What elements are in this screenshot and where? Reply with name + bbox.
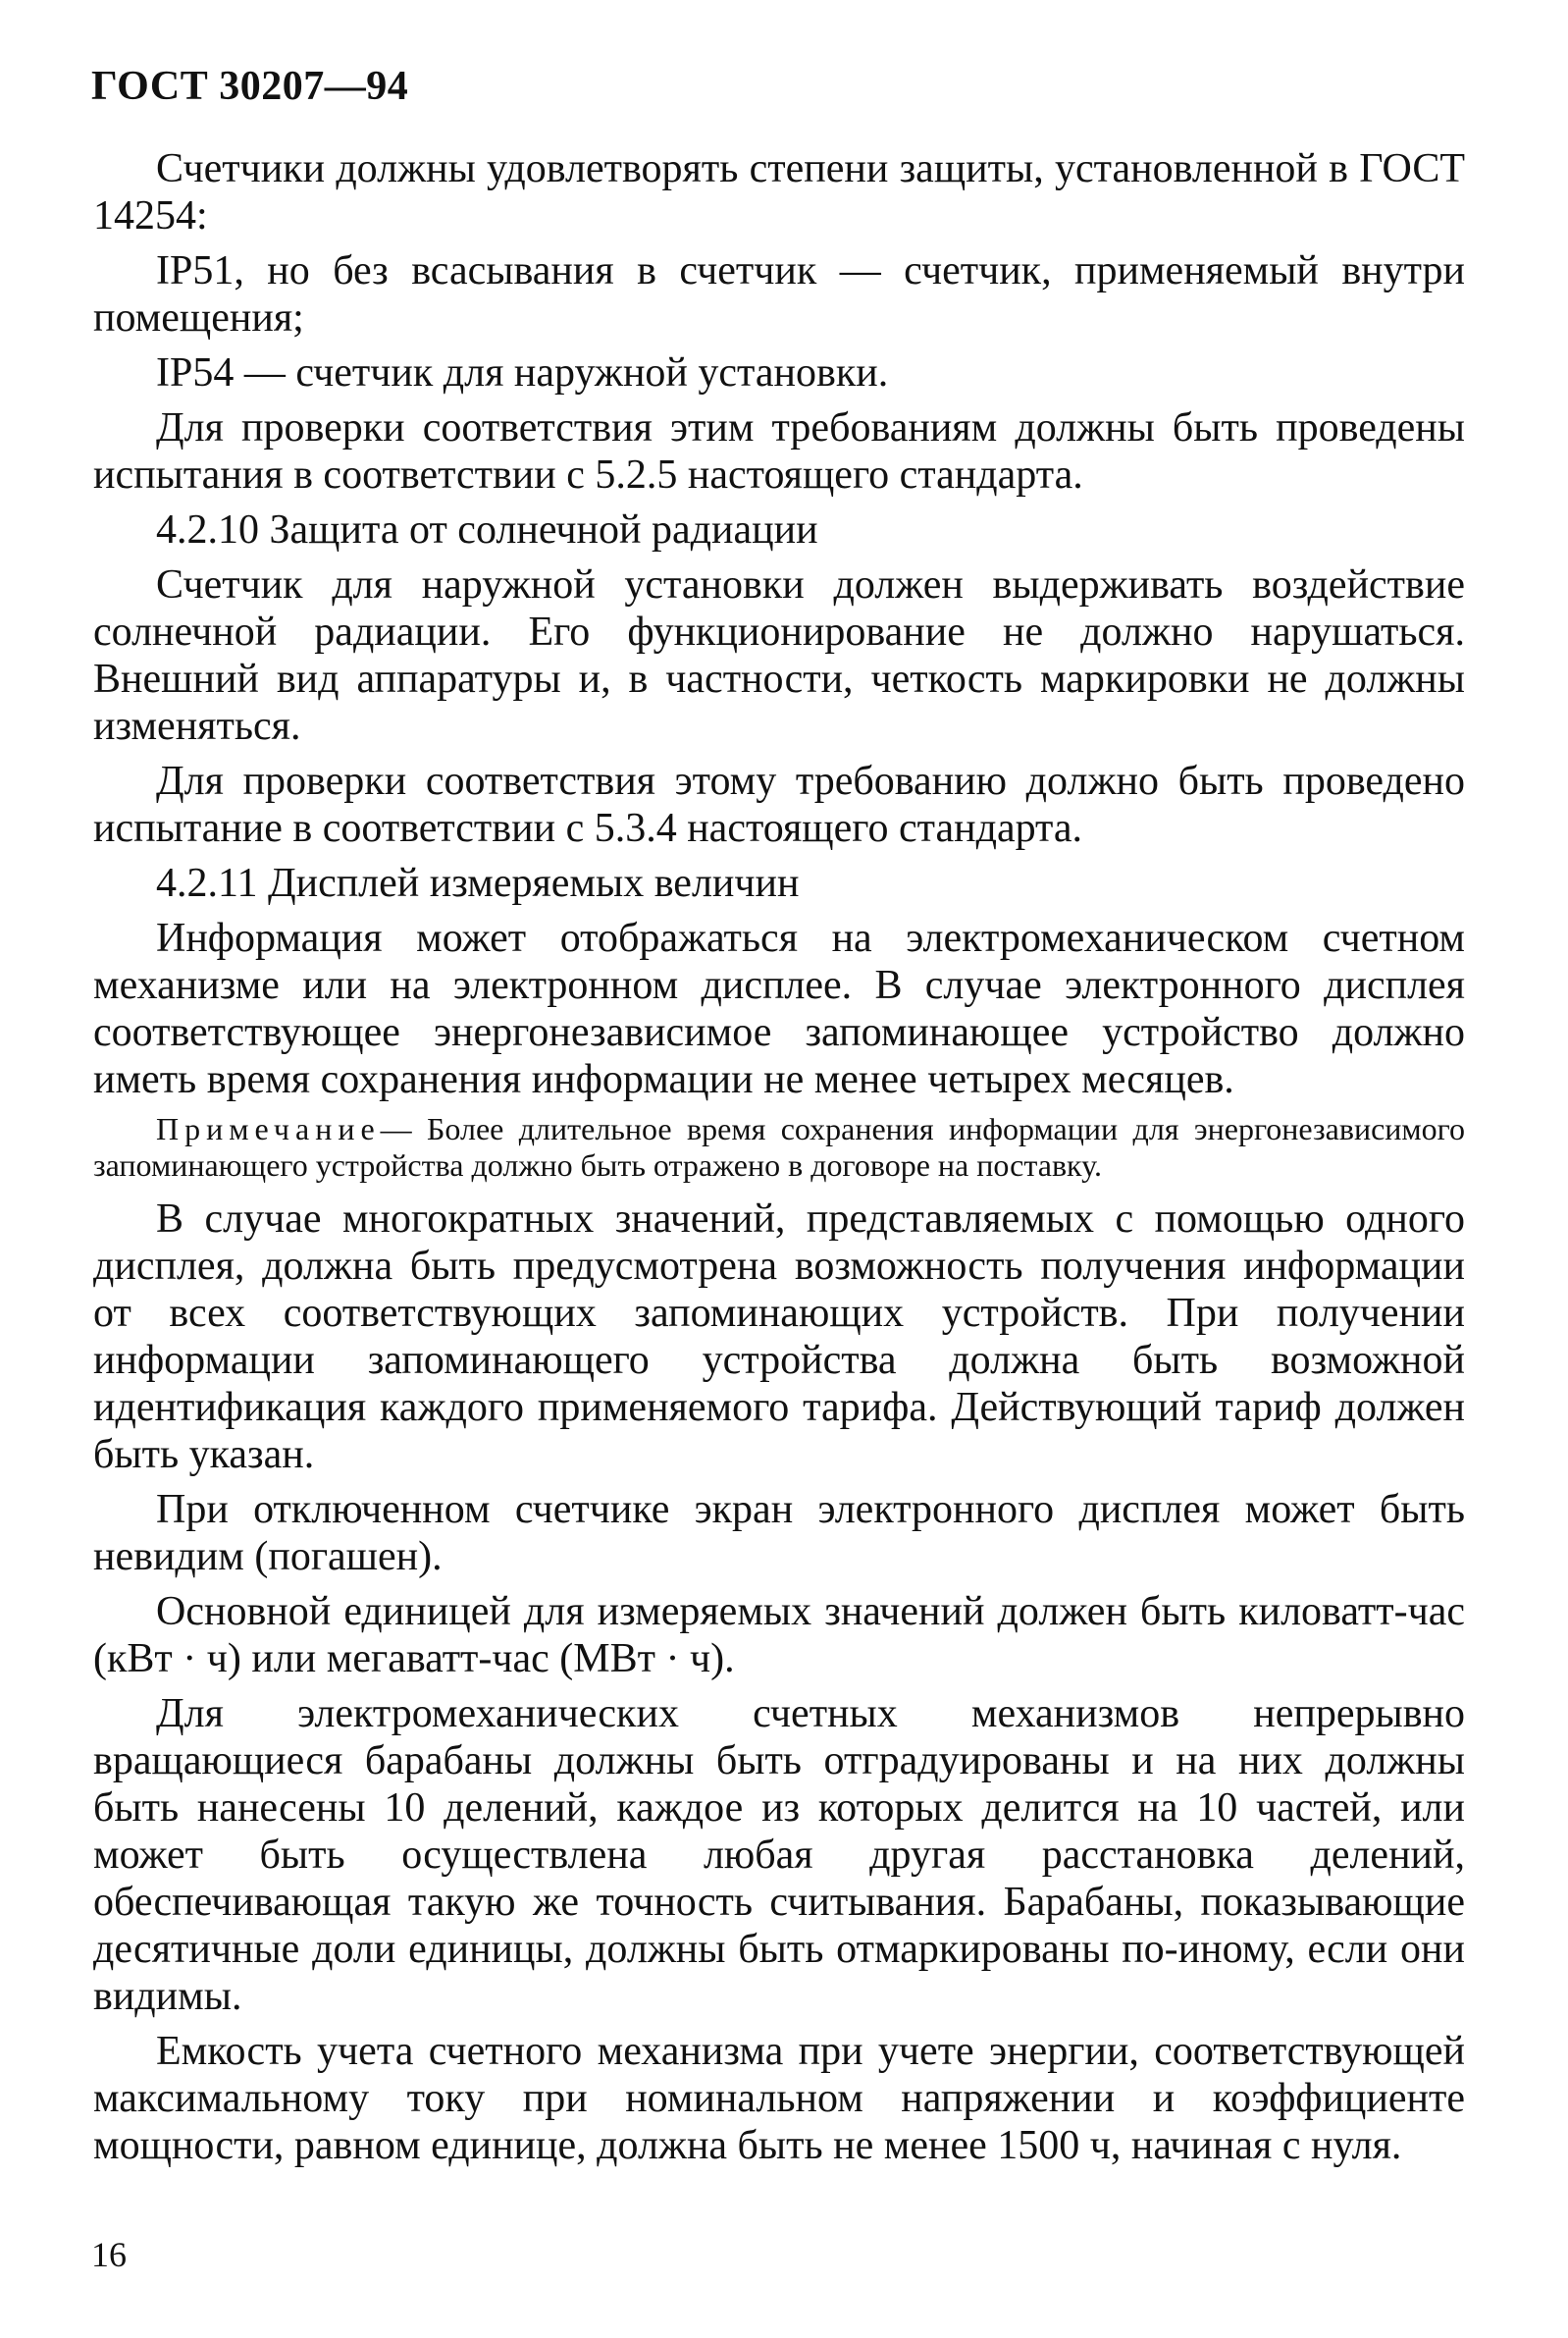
paragraph-multiple-values: В случае многократных значений, представляемых с помощью одного дисплея, должна быть предусмотрена возможность получения информации от всех соответствующих запоминающих устройств. При получении информации запоминающего устройства должна быть возможной идентификация каждого применяемого тарифа. Действующий тариф должен быть указан. <box>93 1196 1465 1477</box>
paragraph-protection-degree: Счетчики должны удовлетворять степени защиты, установленной в ГОСТ 14254: <box>93 146 1465 239</box>
document-code-header: ГОСТ 30207—94 <box>91 64 409 109</box>
body-text <box>93 145 1465 2177</box>
note-text: — Более длительное время сохранения информации для энергонезависимого запоминающего устройства должно быть отражено в договоре на поставку. <box>93 1111 1465 1183</box>
paragraph-drums: Для электромеханических счетных механизмов непрерывно вращающиеся барабаны должны быть отградуированы и на них должны быть нанесены 10 делений, каждое из которых делится на 10 частей, или может быть осуществлена любая другая расстановка делений, обеспечивающая такую же точность считывания. Барабаны, показывающие десятичные доли единицы, должны быть отмаркированы по-иному, если они видимы. <box>93 1691 1465 2019</box>
paragraph-display-off: При отключенном счетчике экран электронного дисплея может быть невидим (погашен). <box>93 1487 1465 1579</box>
paragraph-ip54: IP54 — счетчик для наружной установки. <box>156 350 889 396</box>
paragraph-tests-5-3-4: Для проверки соответствия этому требованию должно быть проведено испытание в соответствии с 5.3.4 настоящего стандарта. <box>93 759 1465 851</box>
section-heading-4-2-11: 4.2.11 Дисплей измеряемых величин <box>156 861 800 906</box>
note-label: Примечание <box>156 1111 381 1146</box>
paragraph-ip51: IP51, но без всасывания в счетчик — счетчик, применяемый внутри помещения; <box>93 248 1465 341</box>
paragraph-units: Основной единицей для измеряемых значений должен быть киловатт-час (кВт · ч) или мегаватт-час (МВт · ч). <box>93 1589 1465 1681</box>
section-heading-4-2-10: 4.2.10 Защита от солнечной радиации <box>156 507 818 553</box>
paragraph-display-info: Информация может отображаться на электромеханическом счетном механизме или на электронном дисплее. В случае электронного дисплея соответствующее энергонезависимое запоминающее устройство должно иметь время сохранения информации не менее четырех месяцев. <box>93 916 1465 1102</box>
paragraph-solar-radiation: Счетчик для наружной установки должен выдерживать воздействие солнечной радиации. Его функционирование не должно нарушаться. Внешний вид аппаратуры и, в частности, четкость маркировки не должны изменяться. <box>93 562 1465 749</box>
page-number: 16 <box>91 2235 127 2274</box>
paragraph-capacity: Емкость учета счетного механизма при учете энергии, соответствующей максимальному току при номинальном напряжении и коэффициенте мощности, равном единице, должна быть не менее 1500 ч, начиная с нуля. <box>93 2029 1465 2168</box>
paragraph-tests-5-2-5: Для проверки соответствия этим требованиям должны быть проведены испытания в соответствии с 5.2.5 настоящего стандарта. <box>93 405 1465 498</box>
note <box>93 1111 1465 1184</box>
